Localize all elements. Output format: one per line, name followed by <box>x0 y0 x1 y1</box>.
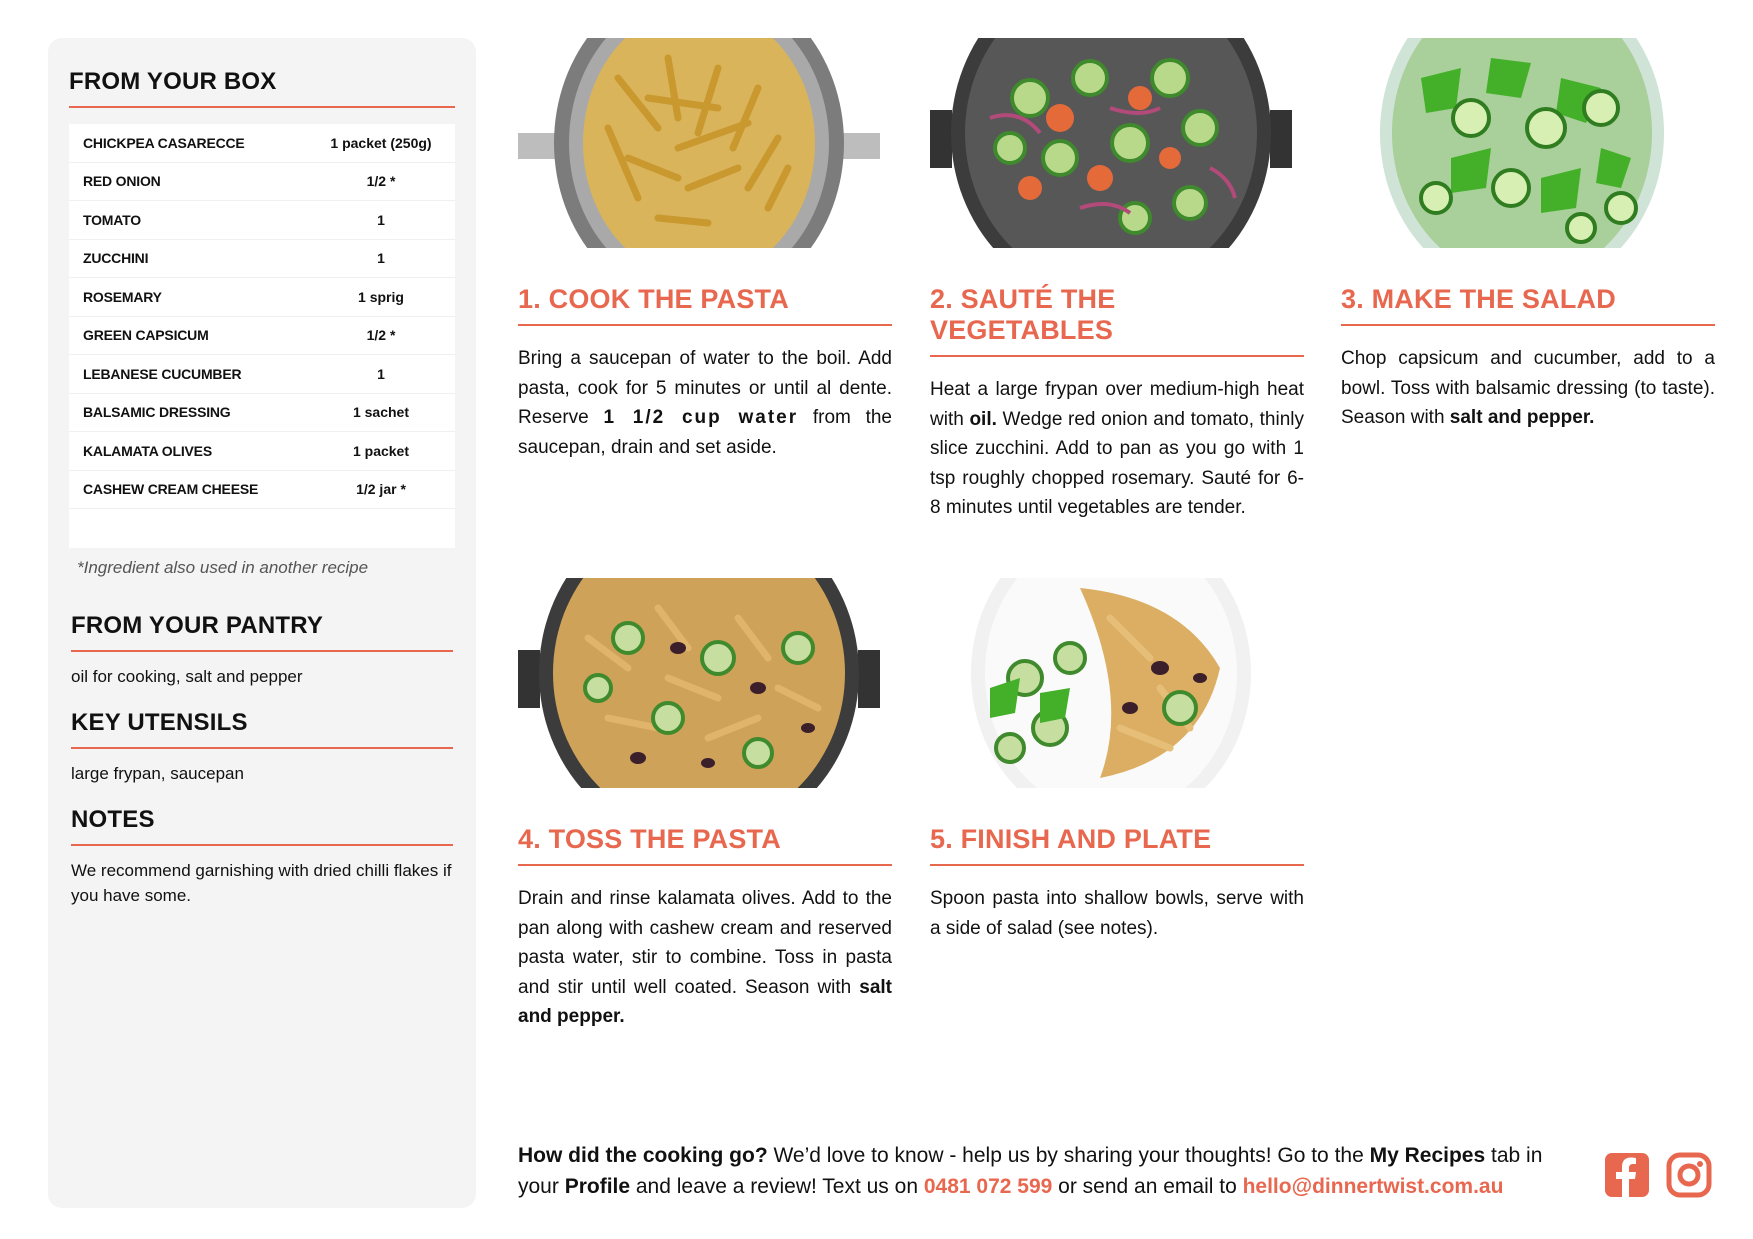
pantry-title: FROM YOUR PANTRY <box>71 612 453 652</box>
ingredients-panel <box>48 38 476 1208</box>
step-4-photo <box>518 578 880 788</box>
ingredient-row <box>69 124 455 163</box>
ingredient-qty: 1 <box>377 211 385 228</box>
ingredient-name: CASHEW CREAM CHEESE <box>83 481 259 498</box>
step-5 <box>930 578 1304 943</box>
ingredient-row <box>69 471 455 510</box>
feedback-message: How did the cooking go? We’d love to know - help us by sharing your thoughts! Go to the My Recipes tab in your Profile and leave a review! Text us on 0481 072 599 or send an email to hello@dinnertwist.com.au <box>518 1144 1543 1198</box>
profile-link[interactable]: Profile <box>564 1175 631 1198</box>
email-link[interactable]: hello@dinnertwist.com.au <box>1242 1175 1504 1198</box>
ingredient-row <box>69 432 455 471</box>
ingredient-name: ROSEMARY <box>83 288 162 305</box>
ingredient-qty: 1 packet (250g) <box>330 134 432 151</box>
ingredient-qty: 1/2 jar * <box>356 481 406 498</box>
ingredient-qty: 1 sprig <box>358 288 404 305</box>
notes-text: We recommend garnishing with dried chilli flakes if you have some. <box>71 861 452 905</box>
from-your-box-title: FROM YOUR BOX <box>69 68 455 108</box>
step-5-title: 5. FINISH AND PLATE <box>930 824 1304 866</box>
ingredient-row <box>69 317 455 356</box>
ingredient-row <box>69 201 455 240</box>
pantry-section <box>71 612 453 689</box>
step-5-text: Spoon pasta into shallow bowls, serve with a side of salad (see notes). <box>930 888 1304 939</box>
step-2-photo <box>930 38 1292 248</box>
ingredient-row <box>69 163 455 202</box>
ingredient-qty: 1 sachet <box>352 404 410 421</box>
ingredient-row <box>69 240 455 279</box>
pasta-tossed-in-frypan-image <box>518 578 880 788</box>
ingredient-footnote: *Ingredient also used in another recipe <box>77 558 369 577</box>
ingredients-table <box>69 124 455 548</box>
pasta-in-saucepan-image <box>518 38 880 248</box>
my-recipes-link[interactable]: My Recipes <box>1369 1144 1486 1167</box>
step-1-text: Bring a saucepan of water to the boil. Add pasta, cook for 5 minutes or until al dente. Reserve 1 1/2 cup water from the saucepan, drain and set aside. <box>518 348 892 458</box>
phone-link[interactable]: 0481 072 599 <box>923 1175 1053 1198</box>
step-1-title: 1. COOK THE PASTA <box>518 284 892 326</box>
ingredient-name: ZUCCHINI <box>83 250 149 267</box>
utensils-title: KEY UTENSILS <box>71 709 453 749</box>
ingredient-row <box>69 278 455 317</box>
utensils-text: large frypan, saucepan <box>71 764 244 783</box>
step-4-title: 4. TOSS THE PASTA <box>518 824 892 866</box>
step-2 <box>930 38 1304 523</box>
plated-pasta-with-salad-image <box>930 578 1292 788</box>
facebook-icon[interactable] <box>1604 1152 1650 1198</box>
ingredient-row <box>69 394 455 433</box>
step-1-photo <box>518 38 880 248</box>
notes-section <box>71 806 453 908</box>
ingredient-name: KALAMATA OLIVES <box>83 442 212 459</box>
feedback-question: How did the cooking go? <box>518 1144 768 1167</box>
ingredient-qty: 1 <box>377 250 385 267</box>
step-4 <box>518 578 892 1032</box>
ingredient-row <box>69 355 455 394</box>
ingredient-qty: 1/2 * <box>366 327 396 344</box>
step-1 <box>518 38 892 462</box>
ingredient-name: GREEN CAPSICUM <box>83 327 209 344</box>
pantry-text: oil for cooking, salt and pepper <box>71 667 303 686</box>
step-3-title: 3. MAKE THE SALAD <box>1341 284 1715 326</box>
step-2-title: 2. SAUTÉ THE VEGETABLES <box>930 284 1304 357</box>
step-4-text: Drain and rinse kalamata olives. Add to the pan along with cashew cream and reserved pasta water, stir to combine. Toss in pasta and stir until well coated. Season with salt and pepper. <box>518 888 892 1027</box>
step-3-text: Chop capsicum and cucumber, add to a bowl. Toss with balsamic dressing (to taste). Season with salt and pepper. <box>1341 348 1715 428</box>
ingredient-name: BALSAMIC DRESSING <box>83 404 231 421</box>
ingredient-qty: 1 <box>377 365 385 382</box>
salad-in-bowl-image <box>1341 38 1703 248</box>
ingredient-qty: 1/2 * <box>366 173 396 190</box>
vegetables-in-frypan-image <box>930 38 1292 248</box>
ingredient-name: CHICKPEA CASARECCE <box>83 134 245 151</box>
step-2-text: Heat a large frypan over medium-high heat with oil. Wedge red onion and tomato, thinly slice zucchini. Add to pan as you go with 1 tsp roughly chopped rosemary. Sauté for 6-8 minutes until vegetables are tender. <box>930 379 1304 518</box>
step-3-photo <box>1341 38 1703 248</box>
ingredient-name: RED ONION <box>83 173 161 190</box>
utensils-section <box>71 709 453 786</box>
step-3 <box>1341 38 1715 433</box>
ingredient-qty: 1 packet <box>352 442 410 459</box>
step-5-photo <box>930 578 1292 788</box>
ingredient-name: LEBANESE CUCUMBER <box>83 365 242 382</box>
ingredient-name: TOMATO <box>83 211 141 228</box>
instagram-icon[interactable] <box>1666 1152 1712 1198</box>
notes-title: NOTES <box>71 806 453 846</box>
